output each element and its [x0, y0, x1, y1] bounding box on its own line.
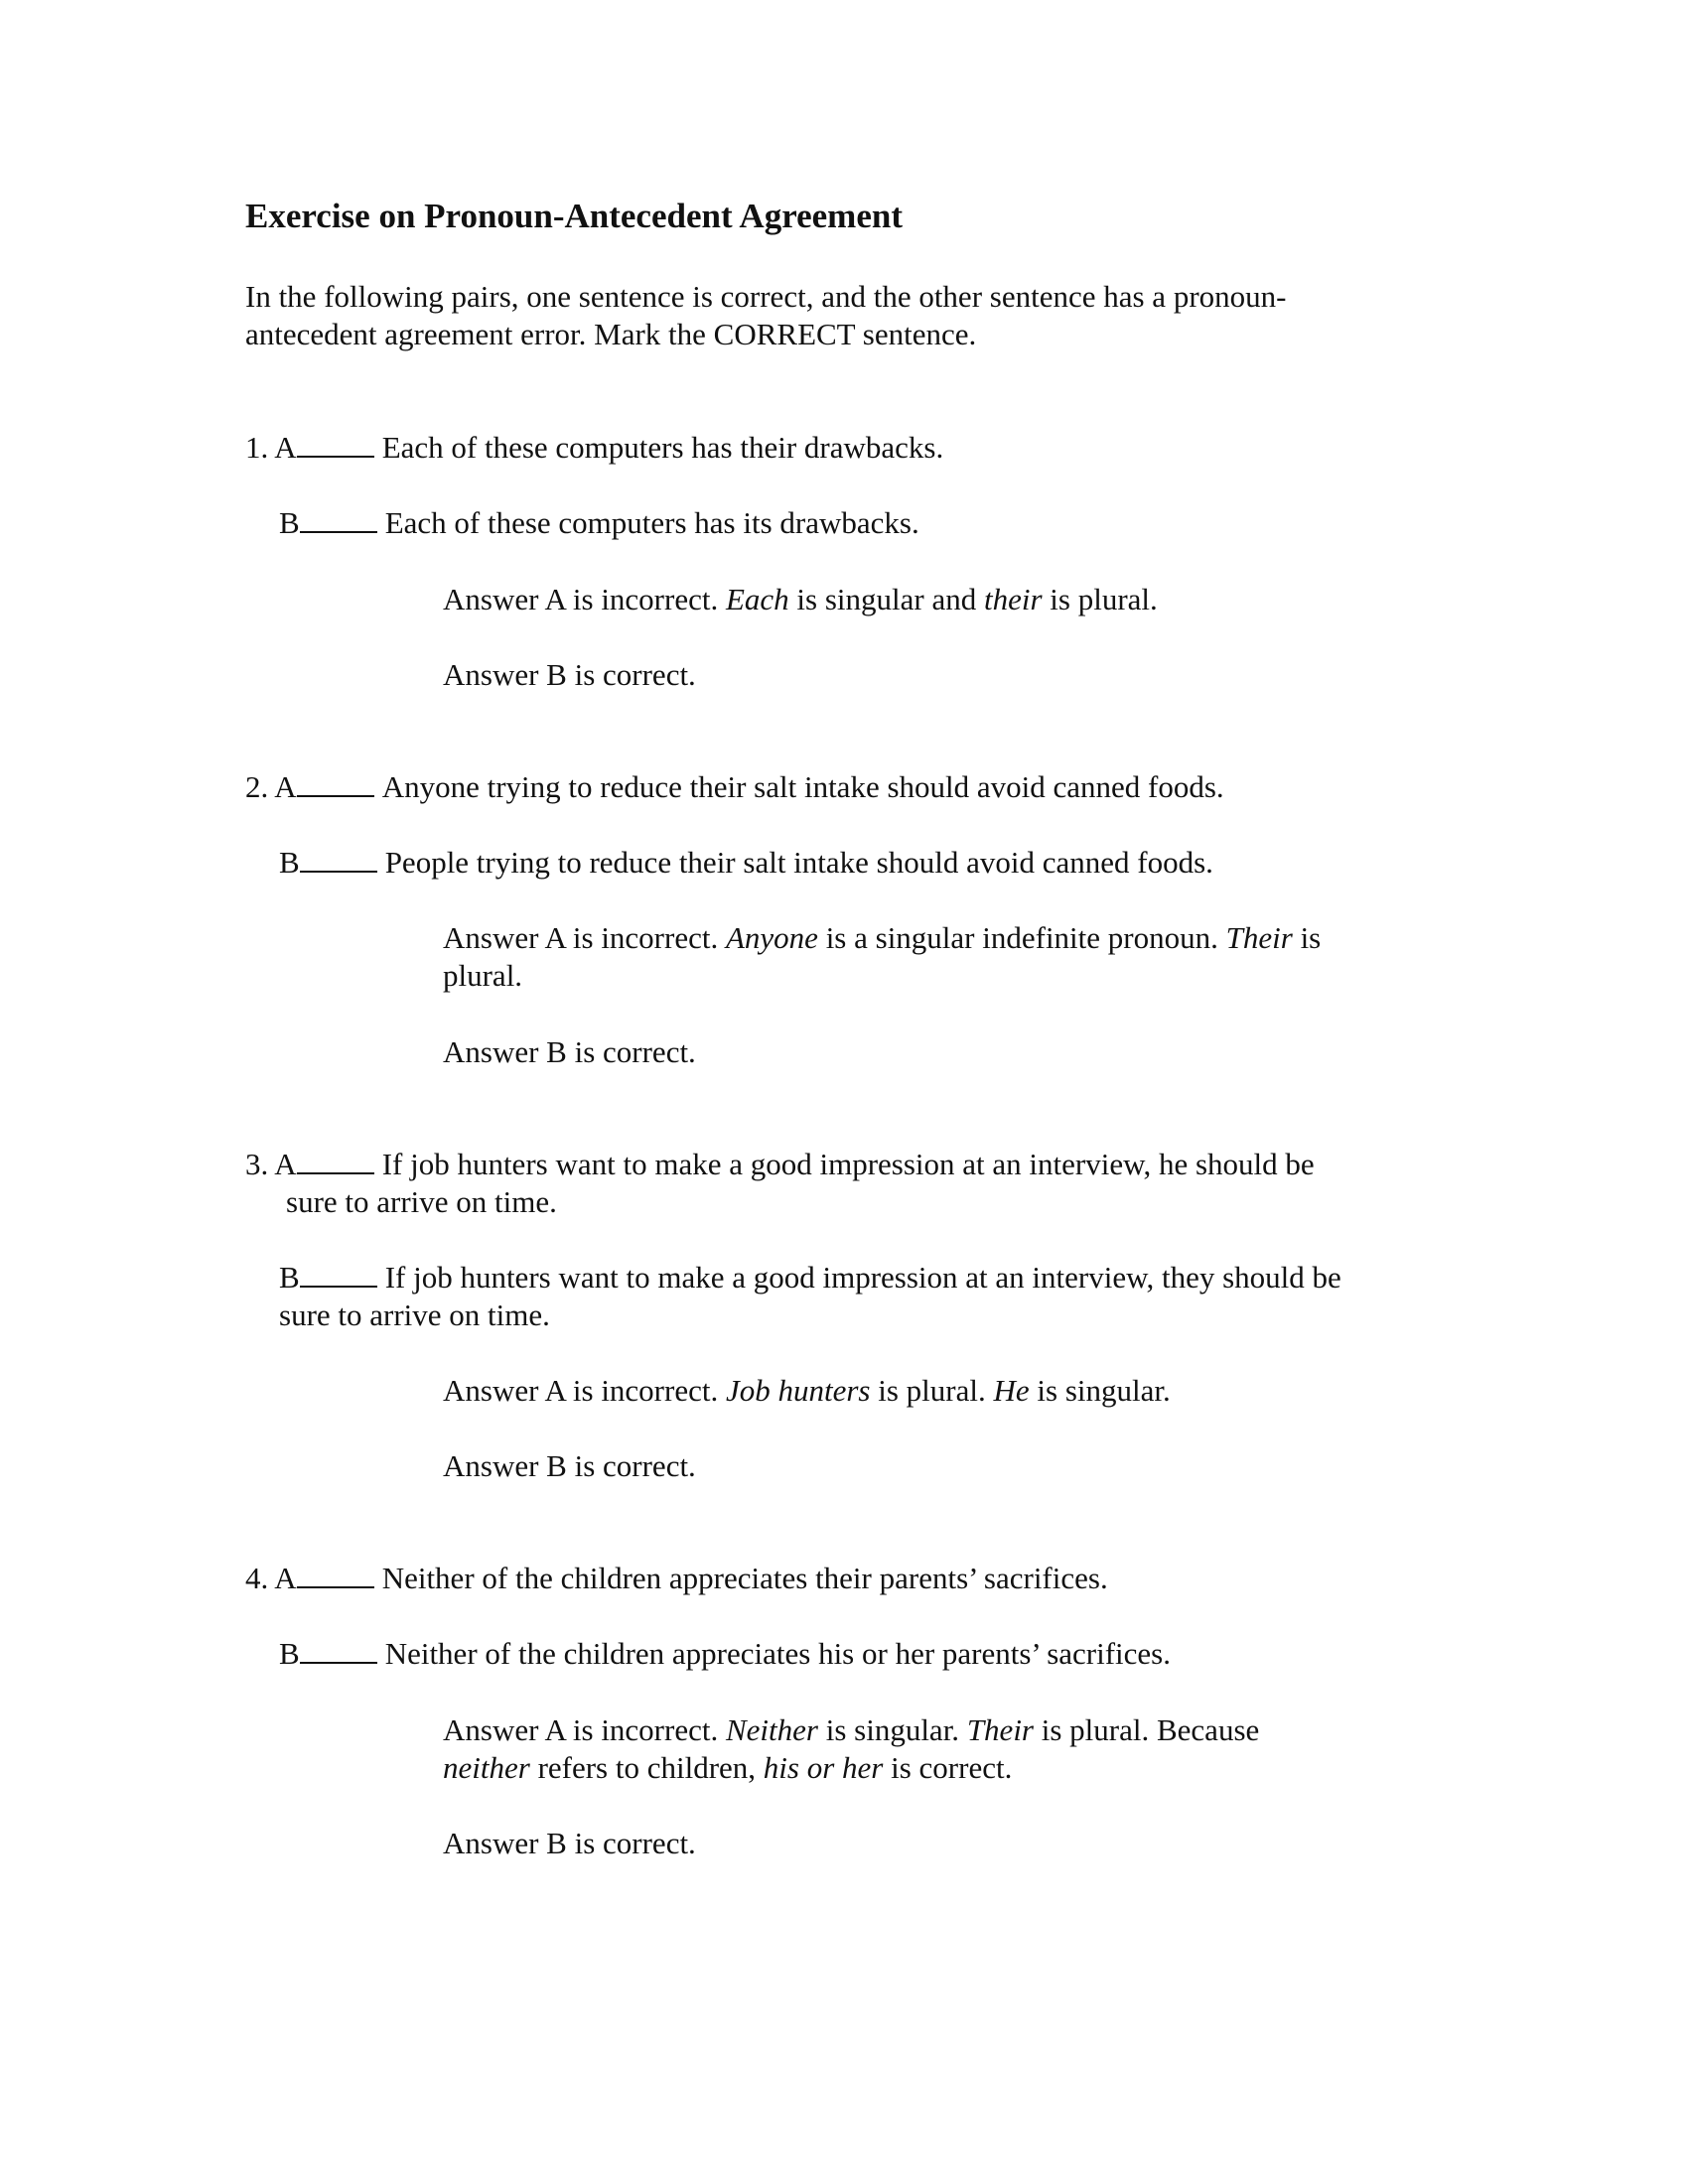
item-4-verdict: Answer B is correct. — [443, 1826, 696, 1860]
item-3-explanation: Answer A is incorrect. Job hunters is plural. He is singular. — [443, 1373, 1171, 1408]
answer-blank[interactable] — [297, 1561, 374, 1588]
item-1-verdict: Answer B is correct. — [443, 657, 696, 692]
intro-line-2: antecedent agreement error. Mark the CORRECT sentence. — [245, 317, 977, 351]
item-4-option-b: B Neither of the children appreciates his or her parents’ sacrifices. — [279, 1636, 1171, 1671]
item-4-explanation-1: Answer A is incorrect. Neither is singular. Their is plural. Because — [443, 1712, 1260, 1747]
item-3-option-a-cont: sure to arrive on time. — [286, 1184, 557, 1219]
item-3-option-b-cont: sure to arrive on time. — [279, 1297, 550, 1332]
item-2-option-b: B People trying to reduce their salt intake should avoid canned foods. — [279, 845, 1213, 880]
answer-blank[interactable] — [300, 1260, 377, 1288]
item-4-option-a: 4. A Neither of the children appreciates their parents’ sacrifices. — [245, 1561, 1108, 1595]
item-3-option-b: B If job hunters want to make a good impression at an interview, they should be — [279, 1260, 1341, 1295]
item-4-explanation-2: neither refers to children, his or her is correct. — [443, 1750, 1013, 1785]
answer-blank[interactable] — [300, 1636, 377, 1664]
item-1-option-b: B Each of these computers has its drawbacks. — [279, 505, 919, 540]
page-title: Exercise on Pronoun-Antecedent Agreement — [245, 197, 903, 235]
item-2-verdict: Answer B is correct. — [443, 1034, 696, 1069]
item-1-option-a: 1. A Each of these computers has their drawbacks. — [245, 430, 944, 465]
answer-blank[interactable] — [297, 430, 374, 458]
answer-blank[interactable] — [297, 1147, 374, 1174]
answer-blank[interactable] — [300, 505, 377, 533]
item-1-explanation: Answer A is incorrect. Each is singular and their is plural. — [443, 582, 1158, 616]
item-2-explanation-2: plural. — [443, 958, 523, 993]
answer-blank[interactable] — [300, 845, 377, 873]
item-2-option-a: 2. A Anyone trying to reduce their salt intake should avoid canned foods. — [245, 769, 1224, 804]
item-3-option-a: 3. A If job hunters want to make a good impression at an interview, he should be — [245, 1147, 1315, 1181]
intro-line-1: In the following pairs, one sentence is correct, and the other sentence has a pronoun- — [245, 279, 1287, 314]
answer-blank[interactable] — [297, 769, 374, 797]
item-3-verdict: Answer B is correct. — [443, 1448, 696, 1483]
item-2-explanation-1: Answer A is incorrect. Anyone is a singular indefinite pronoun. Their is — [443, 920, 1322, 955]
